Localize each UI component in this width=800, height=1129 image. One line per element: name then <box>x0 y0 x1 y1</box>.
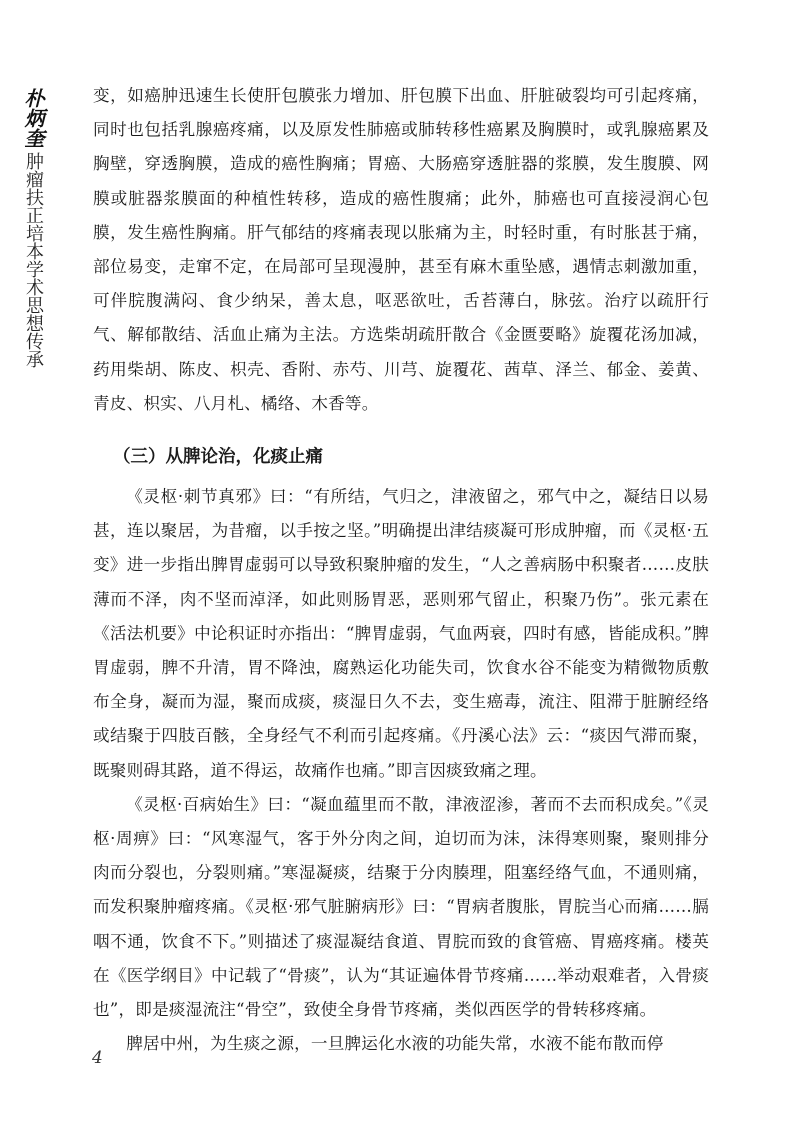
paragraph-2: 《灵枢·刺节真邪》曰：“有所结，气归之，津液留之，邪气中之，凝结日以易甚，连以聚居，为昔瘤，以手按之坚。”明确提出津结痰凝可形成肿瘤，而《灵枢·五变》进一步指出脾胃虚弱可以导致积聚肿瘤的发生，“人之善病肠中积聚者……皮肤薄而不泽，肉不坚而淖泽，如此则肠胃恶，恶则邪气留止，积聚乃伤”。张元素在《活法机要》中论积证时亦指出：“脾胃虚弱，气血两衰，四时有感，皆能成积。”脾胃虚弱，脾不升清，胃不降浊，腐熟运化功能失司，饮食水谷不能变为精微物质敷布全身，凝而为湿，聚而成痰，痰湿日久不去，变生癌毒，流注、阻滞于脏腑经络或结聚于四肢百骸，全身经气不利而引起疼痛。《丹溪心法》云：“痰因气滞而聚，既聚则碍其路，道不得运，故痛作也痛。”即言因痰致痛之理。 <box>93 487 709 780</box>
paragraph-4: 脾居中州，为生痰之源，一旦脾运化水液的功能失常，水液不能布散而停 <box>126 1034 664 1054</box>
page-number: 4 <box>92 1048 103 1068</box>
section-heading: （三）从脾论治，化痰止痛 <box>113 447 323 468</box>
author-logo: 朴炳奎 <box>21 88 45 148</box>
book-spine-title <box>22 88 44 368</box>
paragraph-3: 《灵枢·百病始生》曰：“凝血蕴里而不散，津液涩渗，著而不去而积成矣。”《灵枢·周痹》曰：“风寒湿气，客于外分肉之间，迫切而为沫，沫得寒则聚，聚则排分肉而分裂也，分裂则痛。”寒湿凝痰，结聚于分肉腠理，阻塞经络气血，不通则痛，而发积聚肿瘤疼痛。《灵枢·邪气脏腑病形》曰：“胃病者腹胀，胃脘当心而痛……膈咽不通，饮食不下。”则描述了痰湿凝结食道、胃脘而致的食管癌、胃癌疼痛。楼英在《医学纲目》中记载了“骨痰”，认为“其证遍体骨节疼痛……举动艰难者，入骨痰也”，即是痰湿流注“骨空”，致使全身骨节疼痛，类似西医学的骨转移疼痛。 <box>93 794 709 1020</box>
book-title: 肿瘤扶正培本学术思想传承 <box>23 152 44 368</box>
page-body <box>93 79 709 1061</box>
paragraph-1: 变，如癌肿迅速生长使肝包膜张力增加、肝包膜下出血、肝脏破裂均可引起疼痛，同时也包括乳腺癌疼痛，以及原发性肺癌或肺转移性癌累及胸膜时，或乳腺癌累及胸壁，穿透胸膜，造成的癌性胸痛；胃癌、大肠癌穿透脏器的浆膜，发生腹膜、网膜或脏器浆膜面的种植性转移，造成的癌性腹痛；此外，肺癌也可直接浸润心包膜，发生癌性胸痛。肝气郁结的疼痛表现以胀痛为主，时轻时重，有时胀甚于痛，部位易变，走窜不定，在局部可呈现漫肿，甚至有麻木重坠感，遇情志刺激加重，可伴脘腹满闷、食少纳呆，善太息，呕恶欲吐，舌苔薄白，脉弦。治疗以疏肝行气、解郁散结、活血止痛为主法。方选柴胡疏肝散合《金匮要略》旋覆花汤加减，药用柴胡、陈皮、枳壳、香附、赤芍、川芎、旋覆花、茜草、泽兰、郁金、姜黄、青皮、枳实、八月札、橘络、木香等。 <box>93 86 709 413</box>
